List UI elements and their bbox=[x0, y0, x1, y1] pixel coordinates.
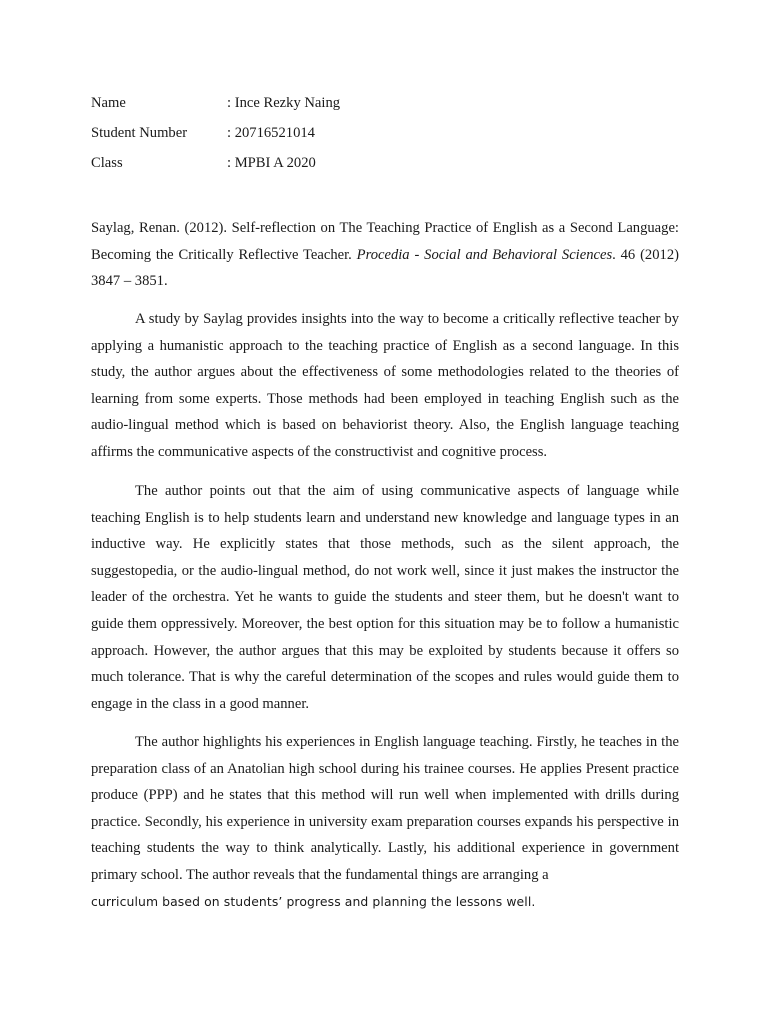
student-info bbox=[91, 92, 340, 182]
paragraph-1: A study by Saylag provides insights into the way to become a critically reflective teacher by applying a humanistic approach to the teaching practice of English as a second language. In this study, the author argues about the effectiveness of some methodologies related to the theories of learning from some experts. Those methods had been employed in teaching English such as the audio-lingual method which is based on behaviorist theory. Also, the English language teaching affirms the communicative aspects of the constructivist and cognitive process. bbox=[91, 311, 679, 460]
student-number-value: : 20716521014 bbox=[227, 125, 315, 141]
paragraph-2: The author points out that the aim of using communicative aspects of language while teaching English is to help students learn and understand new knowledge and language types in an inductive way. He explicitly states that those methods, such as the silent approach, the suggestopedia, or the audio-lingual method, do not work well, since it just makes the instructor the leader of the orchestra. Yet he wants to guide the students and steer them, but he doesn't want to guide them oppressively. Moreover, the best option for this situation may be to follow a humanistic approach. However, the author argues that this may be exploited by students because it offers so much tolerance. That is why the careful determination of the scopes and rules would guide them to engage in the class in a good manner. bbox=[91, 483, 679, 712]
citation-main: Saylag, Renan. (2012). Self-reflection on The Teaching Practice of English as a Second Language: Becoming the Critically Reflective Teacher. bbox=[91, 220, 679, 263]
paragraph-3 bbox=[91, 729, 679, 915]
paragraph-3-last-line: curriculum based on students’ progress and planning the lessons well. bbox=[91, 893, 536, 909]
citation-volume: . 46 (2012) 3847 – 3851. bbox=[91, 246, 679, 289]
paragraph-3-text: The author highlights his experiences in English language teaching. Firstly, he teaches in the preparation class of an Anatolian high school during his trainee courses. He applies Present practice produce (PPP) and he states that this method will run well when implemented with drills during practice. Secondly, his experience in university exam preparation courses expands his perspective in teaching students the way to think analytically. Lastly, his additional experience in government primary school. The author reveals that the fundamental things are arranging a bbox=[91, 734, 679, 883]
student-number-row bbox=[91, 122, 340, 152]
reference-citation bbox=[91, 215, 679, 295]
student-number-label: Student Number bbox=[91, 125, 188, 141]
class-row bbox=[91, 152, 340, 182]
name-label: Name bbox=[91, 95, 126, 111]
name-value: : Ince Rezky Naing bbox=[227, 95, 341, 111]
name-row bbox=[91, 92, 340, 122]
class-label: Class bbox=[91, 155, 123, 171]
class-value: : MPBI A 2020 bbox=[227, 155, 316, 171]
citation-journal: Procedia - Social and Behavioral Sciences bbox=[356, 246, 613, 263]
